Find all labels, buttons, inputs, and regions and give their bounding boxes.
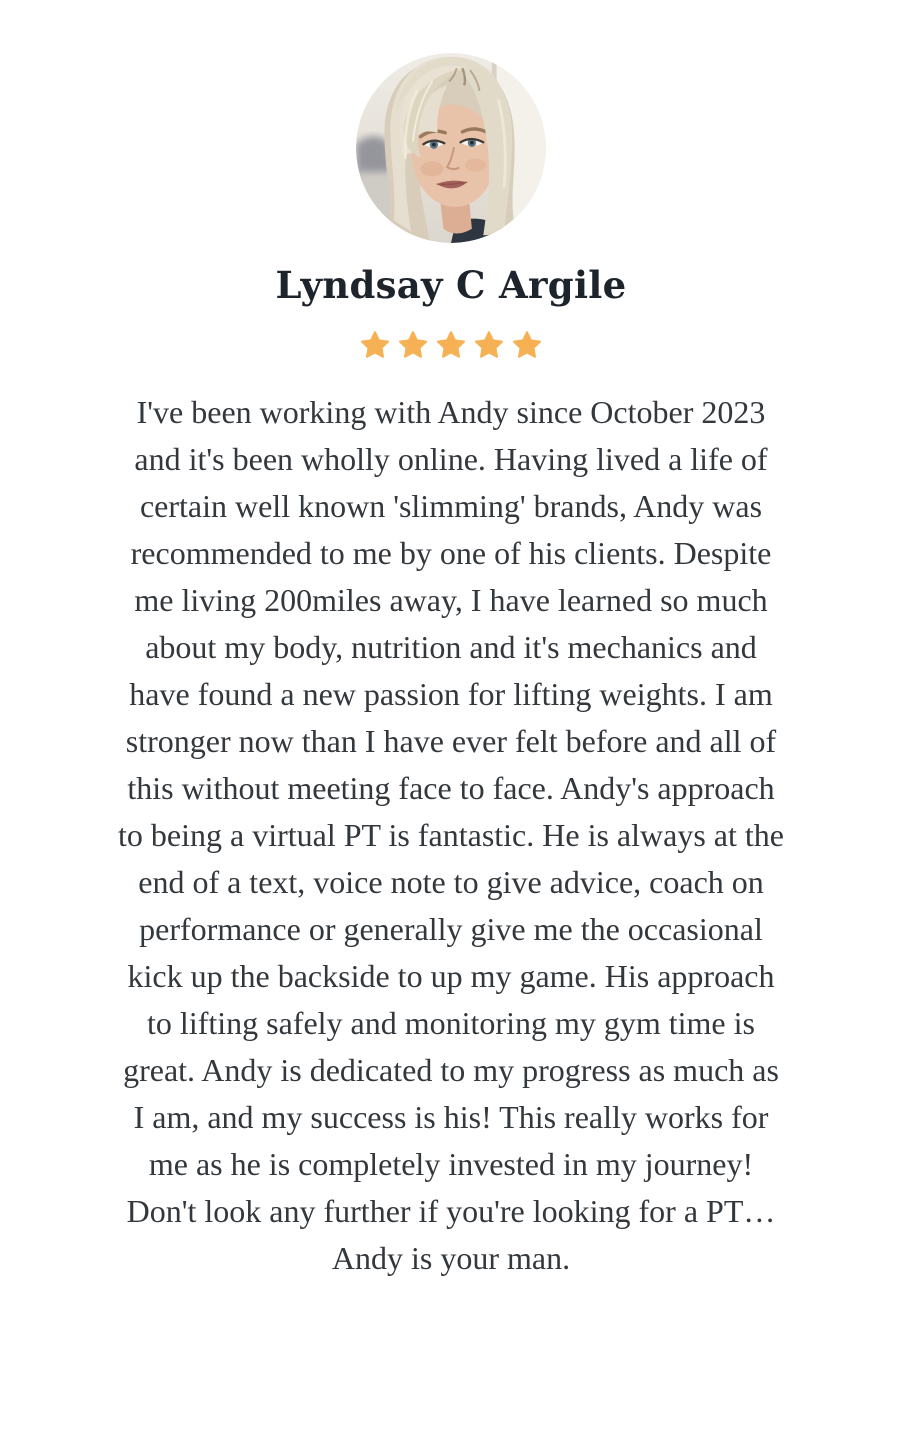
- star-icon: [512, 330, 542, 360]
- star-icon: [398, 330, 428, 360]
- reviewer-avatar: [356, 53, 546, 243]
- reviewer-name: Lyndsay C Argile: [275, 263, 627, 307]
- review-text: I've been working with Andy since October 2023 and it's been wholly online. Having lived a life of certain well known 'slimming' brands, Andy was recommended to me by one of his clients. Despite me living 200miles away, I have learned so much about my body, nutrition and it's mechanics and have found a new passion for lifting weights. I am stronger now than I have ever felt before and all of this without meeting face to face. Andy's approach to being a virtual PT is fantastic. He is always at the end of a text, voice note to give advice, coach on performance or generally give me the occasional kick up the backside to up my game. His approach to lifting safely and monitoring my gym time is great. Andy is dedicated to my progress as much as I am, and my success is his! This really works for me as he is completely invested in my journey! Don't look any further if you're looking for a PT… Andy is your man.: [118, 394, 784, 1276]
- star-icon: [474, 330, 504, 360]
- star-icon: [360, 330, 390, 360]
- star-icon: [436, 330, 466, 360]
- star-rating: [0, 329, 902, 361]
- reviewer-photo: [356, 53, 546, 243]
